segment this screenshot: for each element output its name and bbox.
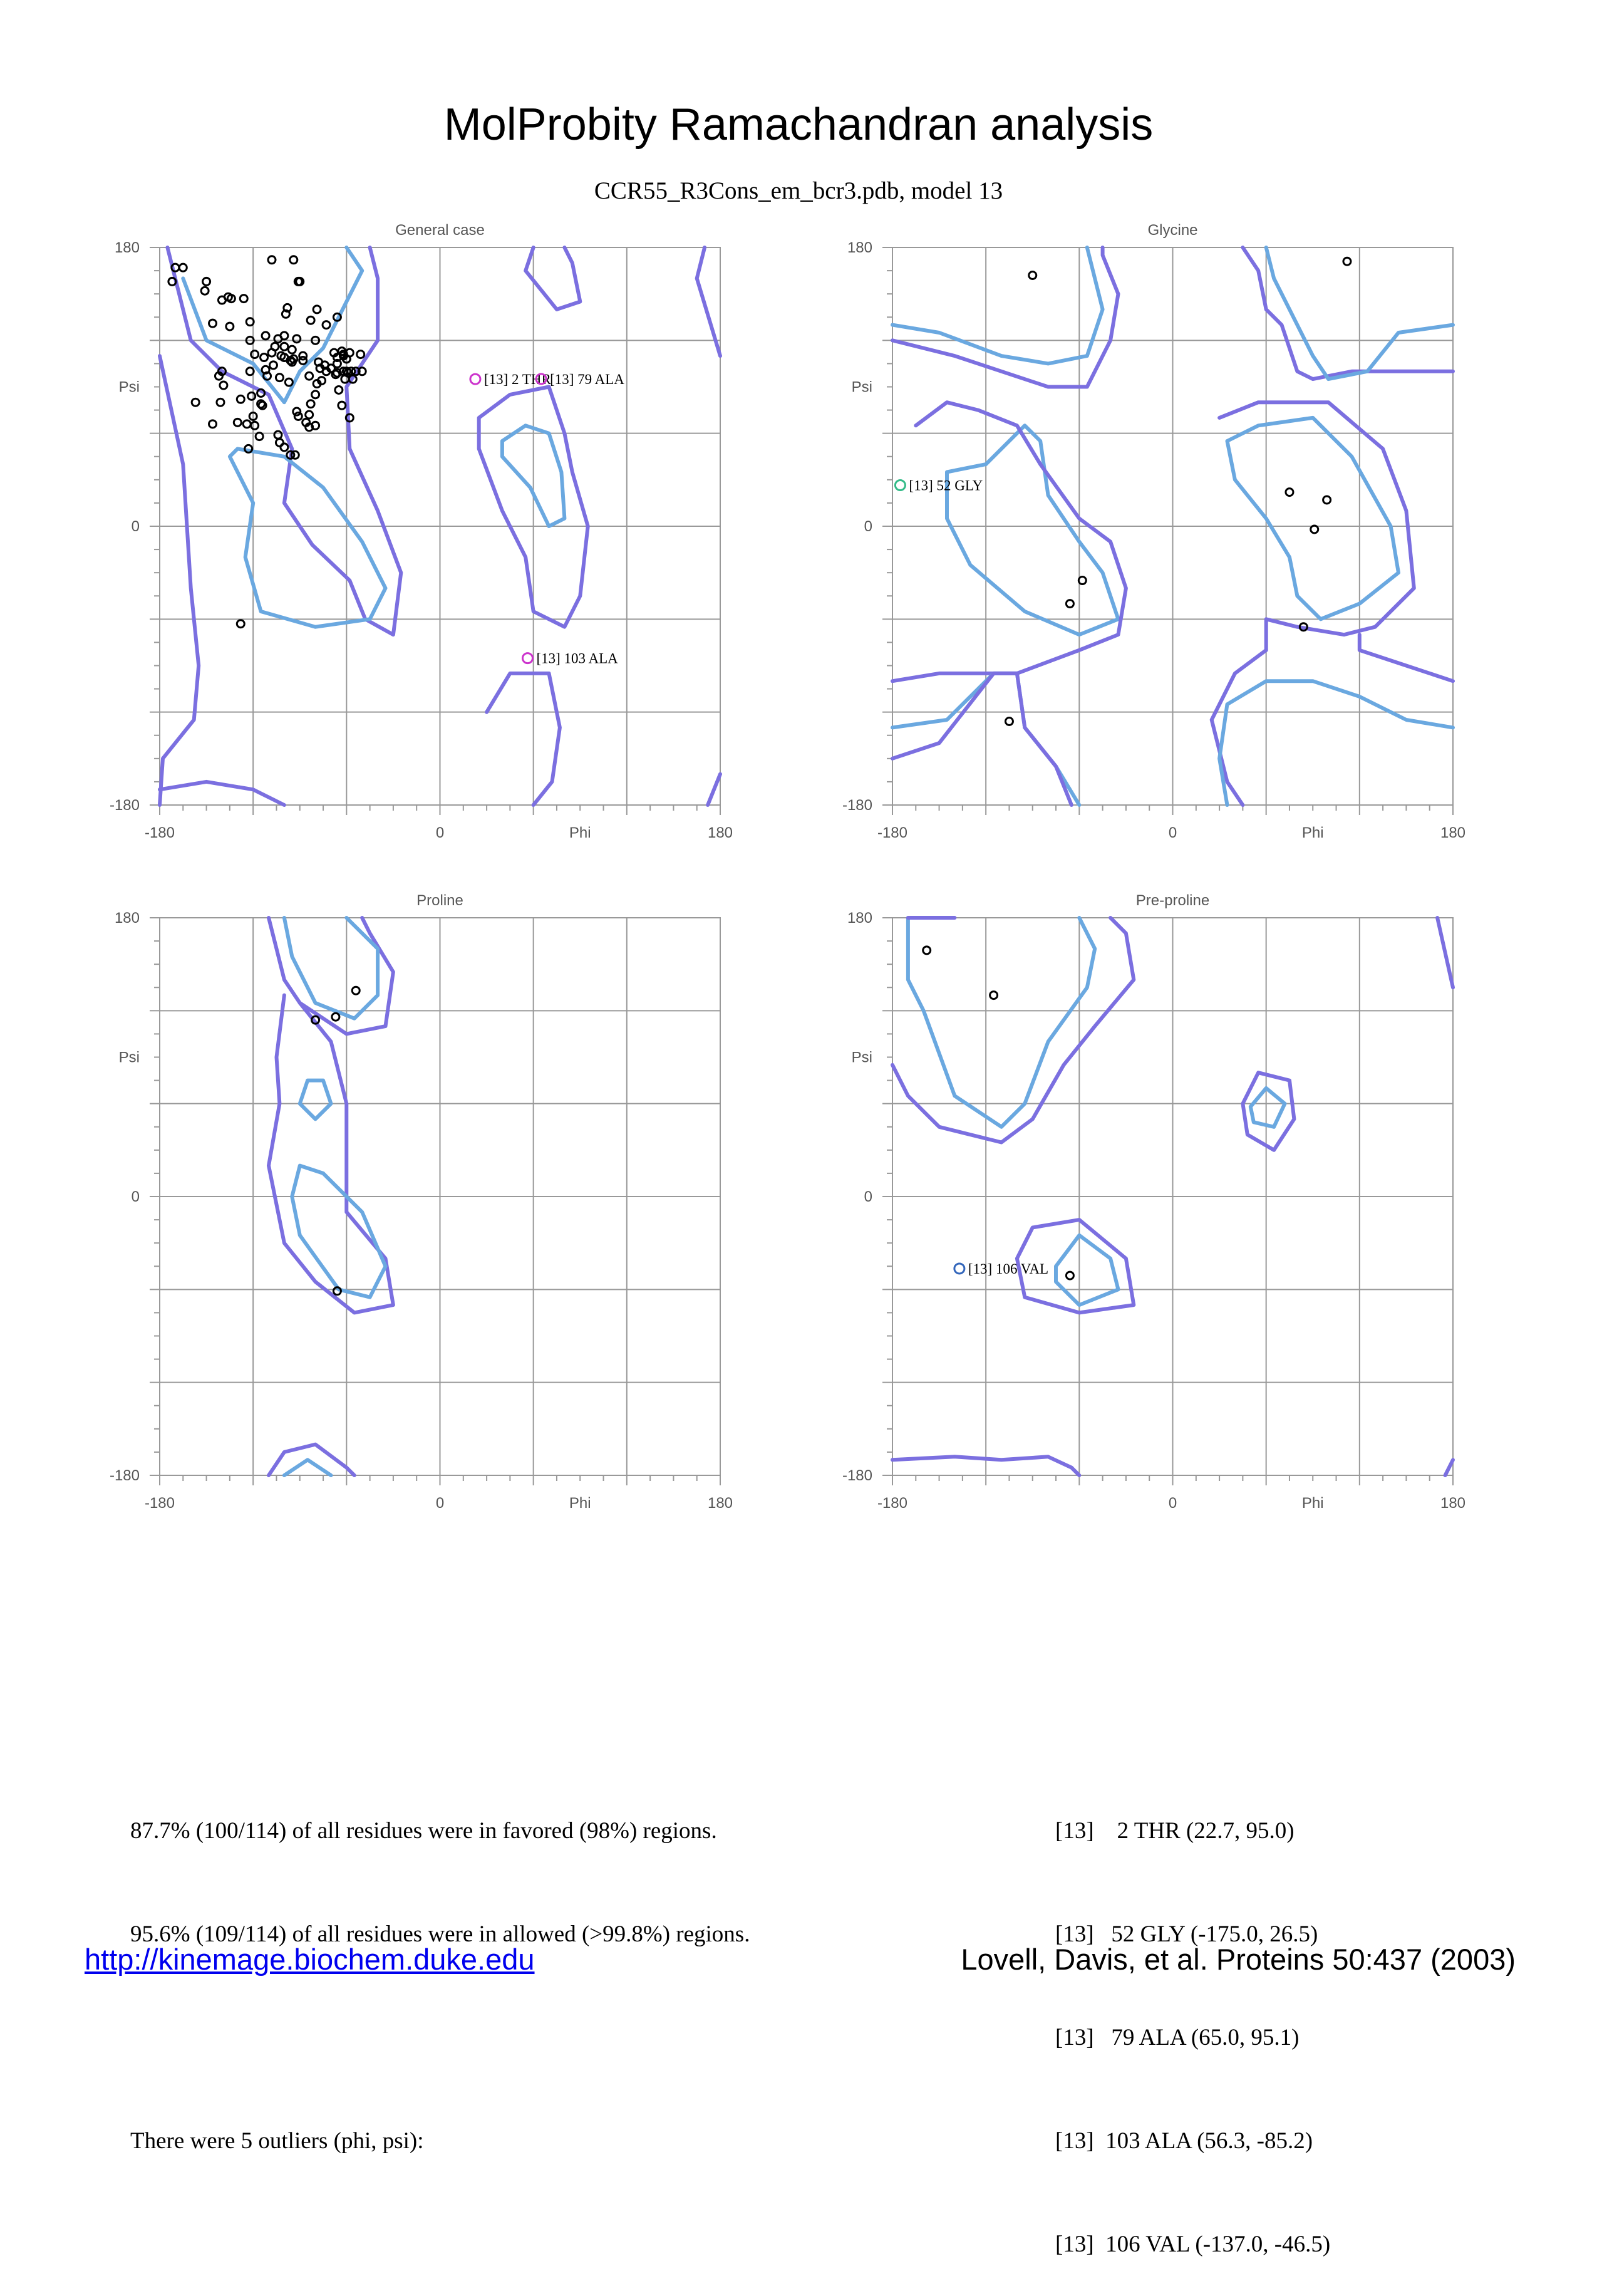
citation: Lovell, Davis, et al. Proteins 50:437 (2003): [961, 1943, 1516, 1976]
x-axis-label: Phi: [569, 824, 591, 841]
y-tick-label: 180: [114, 910, 140, 927]
x-tick-label: -180: [144, 824, 175, 841]
panel-title: Proline: [416, 892, 463, 909]
y-tick-label: 180: [114, 239, 140, 256]
y-tick-label: -180: [842, 1467, 872, 1484]
x-axis-label: Phi: [1301, 824, 1324, 841]
y-tick-label: 180: [847, 910, 872, 927]
y-axis-label: Psi: [851, 378, 872, 396]
spacer-line: [130, 2020, 750, 2055]
favored-stat: 87.7% (100/114) of all residues were in favored (98%) regions.: [130, 1818, 717, 1844]
outlier-label: [13] 106 VAL: [968, 1260, 1049, 1277]
x-tick-label: -180: [877, 824, 908, 841]
y-tick-label: 0: [864, 518, 872, 535]
y-tick-label: 0: [131, 518, 140, 535]
y-tick-label: 0: [864, 1188, 872, 1205]
outlier-label: [13] 103 ALA: [536, 650, 618, 667]
outlier-point: [954, 1264, 964, 1274]
y-axis-label: Psi: [118, 1049, 140, 1066]
x-tick-label: -180: [144, 1495, 175, 1512]
x-tick-label: -180: [877, 1495, 908, 1512]
page-title: MolProbity Ramachandran analysis: [443, 100, 1154, 150]
y-tick-label: 180: [847, 239, 872, 256]
outlier-list-item: [13] 79 ALA (65.0, 95.1): [1055, 2025, 1300, 2050]
residue-point: [923, 947, 931, 954]
panel-title: Pre-proline: [1135, 892, 1210, 909]
outlier-label: [13] 52 GLY: [909, 477, 983, 494]
outlier-heading: There were 5 outliers (phi, psi):: [130, 2128, 424, 2154]
outlier-list-item: [13] 2 THR (22.7, 95.0): [1055, 1818, 1295, 1844]
panel-title: General case: [395, 222, 485, 239]
residue-point: [990, 992, 998, 999]
x-tick-label: 0: [435, 824, 445, 841]
outlier-label: [13] 2 THR: [483, 371, 551, 388]
x-tick-label: 180: [707, 1495, 733, 1512]
x-axis-label: Phi: [569, 1495, 591, 1512]
outlier-label: [13] 79 ALA: [550, 371, 624, 387]
outlier-list-item: [13] 52 GLY (-175.0, 26.5): [1055, 1921, 1318, 1947]
y-tick-label: 0: [131, 1188, 140, 1205]
favored-contour: [1251, 1088, 1285, 1127]
y-tick-label: -180: [109, 797, 140, 814]
allowed-contour: [892, 918, 1134, 1143]
allowed-stat: 95.6% (109/114) of all residues were in allowed (>99.8%) regions.: [130, 1921, 750, 1947]
outlier-list-item: [13] 106 VAL (-137.0, -46.5): [1055, 2231, 1331, 2257]
y-axis-label: Psi: [851, 1049, 872, 1066]
allowed-contour: [1437, 918, 1453, 987]
x-tick-label: 0: [435, 1495, 445, 1512]
page-subtitle: CCR55_R3Cons_em_bcr3.pdb, model 13: [594, 177, 1003, 204]
x-tick-label: 0: [1168, 1495, 1177, 1512]
panel-title: Glycine: [1147, 222, 1198, 239]
y-tick-label: -180: [109, 1467, 140, 1484]
outlier-list-item: [13] 103 ALA (56.3, -85.2): [1055, 2128, 1313, 2154]
y-axis-label: Psi: [118, 378, 140, 396]
x-tick-label: 180: [1440, 1495, 1466, 1512]
outlier-list: [1055, 1745, 1330, 2296]
allowed-contour: [1445, 1460, 1453, 1475]
x-axis-label: Phi: [1301, 1495, 1324, 1512]
x-tick-label: 180: [1440, 824, 1466, 841]
kinemage-link[interactable]: http://kinemage.biochem.duke.edu: [85, 1943, 535, 1976]
favored-contour: [908, 918, 1095, 1127]
x-tick-label: 0: [1168, 824, 1177, 841]
y-tick-label: -180: [842, 797, 872, 814]
x-tick-label: 180: [707, 824, 733, 841]
residue-point: [1066, 1272, 1073, 1279]
